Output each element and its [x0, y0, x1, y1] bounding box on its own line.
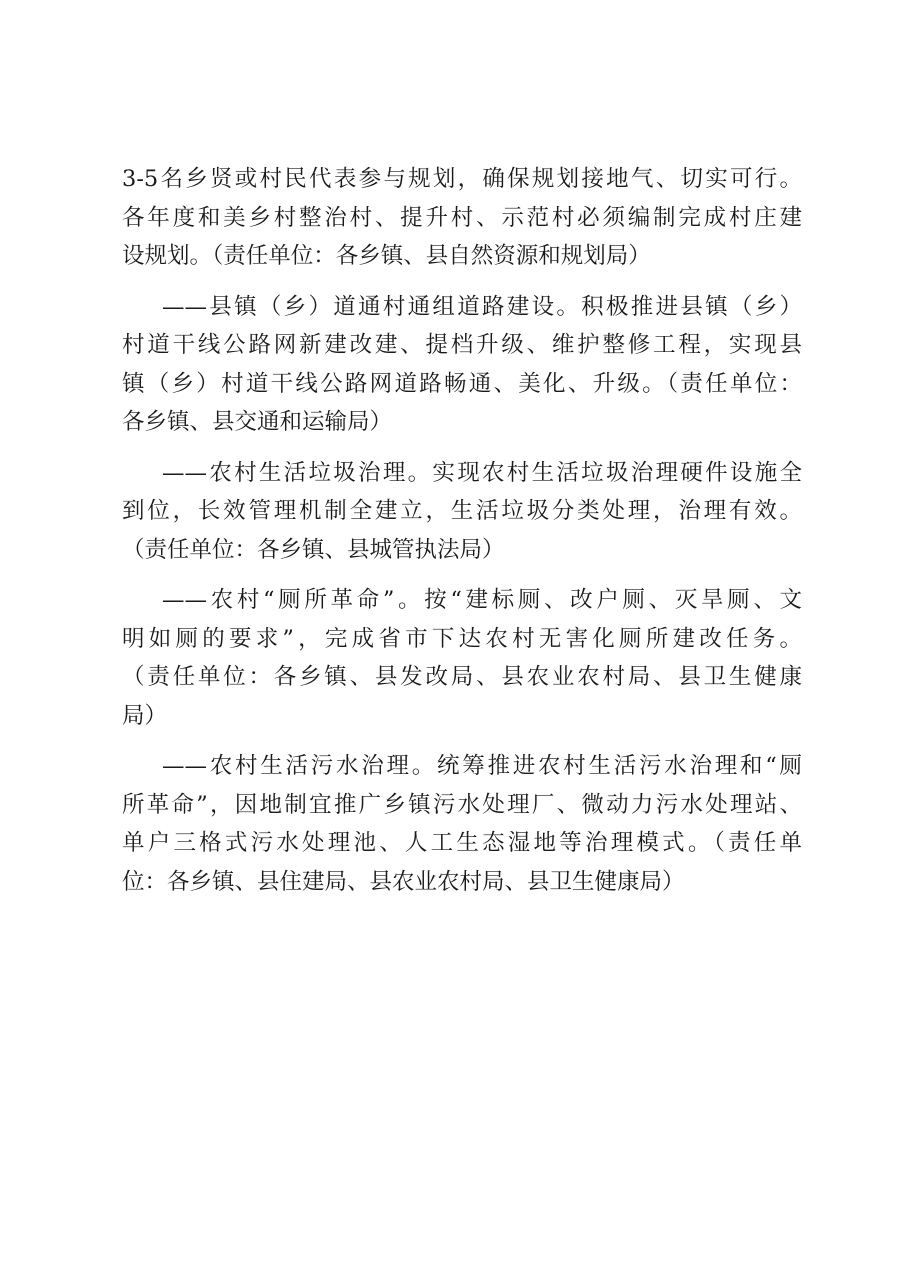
document-body	[122, 160, 802, 901]
paragraph-line: 单户三格式污水处理池、人工生态湿地等治理模式。（责任单	[122, 830, 802, 856]
paragraph-line: 明如厕的要求”，完成省市下达农村无害化厕所建改任务。	[122, 625, 802, 652]
paragraph-village-planning	[122, 160, 802, 276]
paragraph-line: ——县镇（乡）道通村通组道路建设。积极推进县镇（乡）	[162, 293, 802, 320]
paragraph-line: （责任单位：各乡镇、县发改局、县农业农村局、县卫生健康	[122, 664, 802, 690]
paragraph-line: 各年度和美乡村整治村、提升村、示范村必须编制完成村庄建	[122, 204, 802, 231]
paragraph-line: 局）	[122, 702, 168, 729]
paragraph-line: 到位，长效管理机制全建立，生活垃圾分类处理，治理有效。	[122, 498, 802, 524]
paragraph-line: 设规划。（责任单位：各乡镇、县自然资源和规划局）	[122, 243, 651, 269]
paragraph-line: 所革命”，因地制宜推广乡镇污水处理厂、微动力污水处理站、	[122, 791, 802, 818]
paragraph-sewage-treatment	[122, 747, 802, 901]
paragraph-garbage-treatment	[122, 454, 802, 570]
paragraph-line: （责任单位：各乡镇、县城管执法局）	[122, 536, 505, 563]
paragraph-toilet-revolution	[122, 581, 802, 735]
paragraph-line: 各乡镇、县交通和运输局）	[122, 409, 393, 435]
paragraph-line: ——农村生活垃圾治理。实现农村生活垃圾治理硬件设施全	[162, 459, 802, 486]
paragraph-line: 镇（乡）村道干线公路网道路畅通、美化、升级。（责任单位：	[122, 370, 802, 397]
paragraph-line: ——农村生活污水治理。统筹推进农村生活污水治理和“厕	[162, 753, 802, 779]
paragraph-road-construction	[122, 288, 802, 442]
paragraph-line: 3-5名乡贤或村民代表参与规划，确保规划接地气、切实可行。	[122, 166, 802, 192]
paragraph-line: 位：各乡镇、县住建局、县农业农村局、县卫生健康局）	[122, 868, 685, 895]
paragraph-line: 村道干线公路网新建改建、提档升级、维护整修工程，实现县	[122, 332, 802, 358]
paragraph-line: ——农村“厕所革命”。按“建标厕、改户厕、灭旱厕、文	[162, 587, 802, 613]
